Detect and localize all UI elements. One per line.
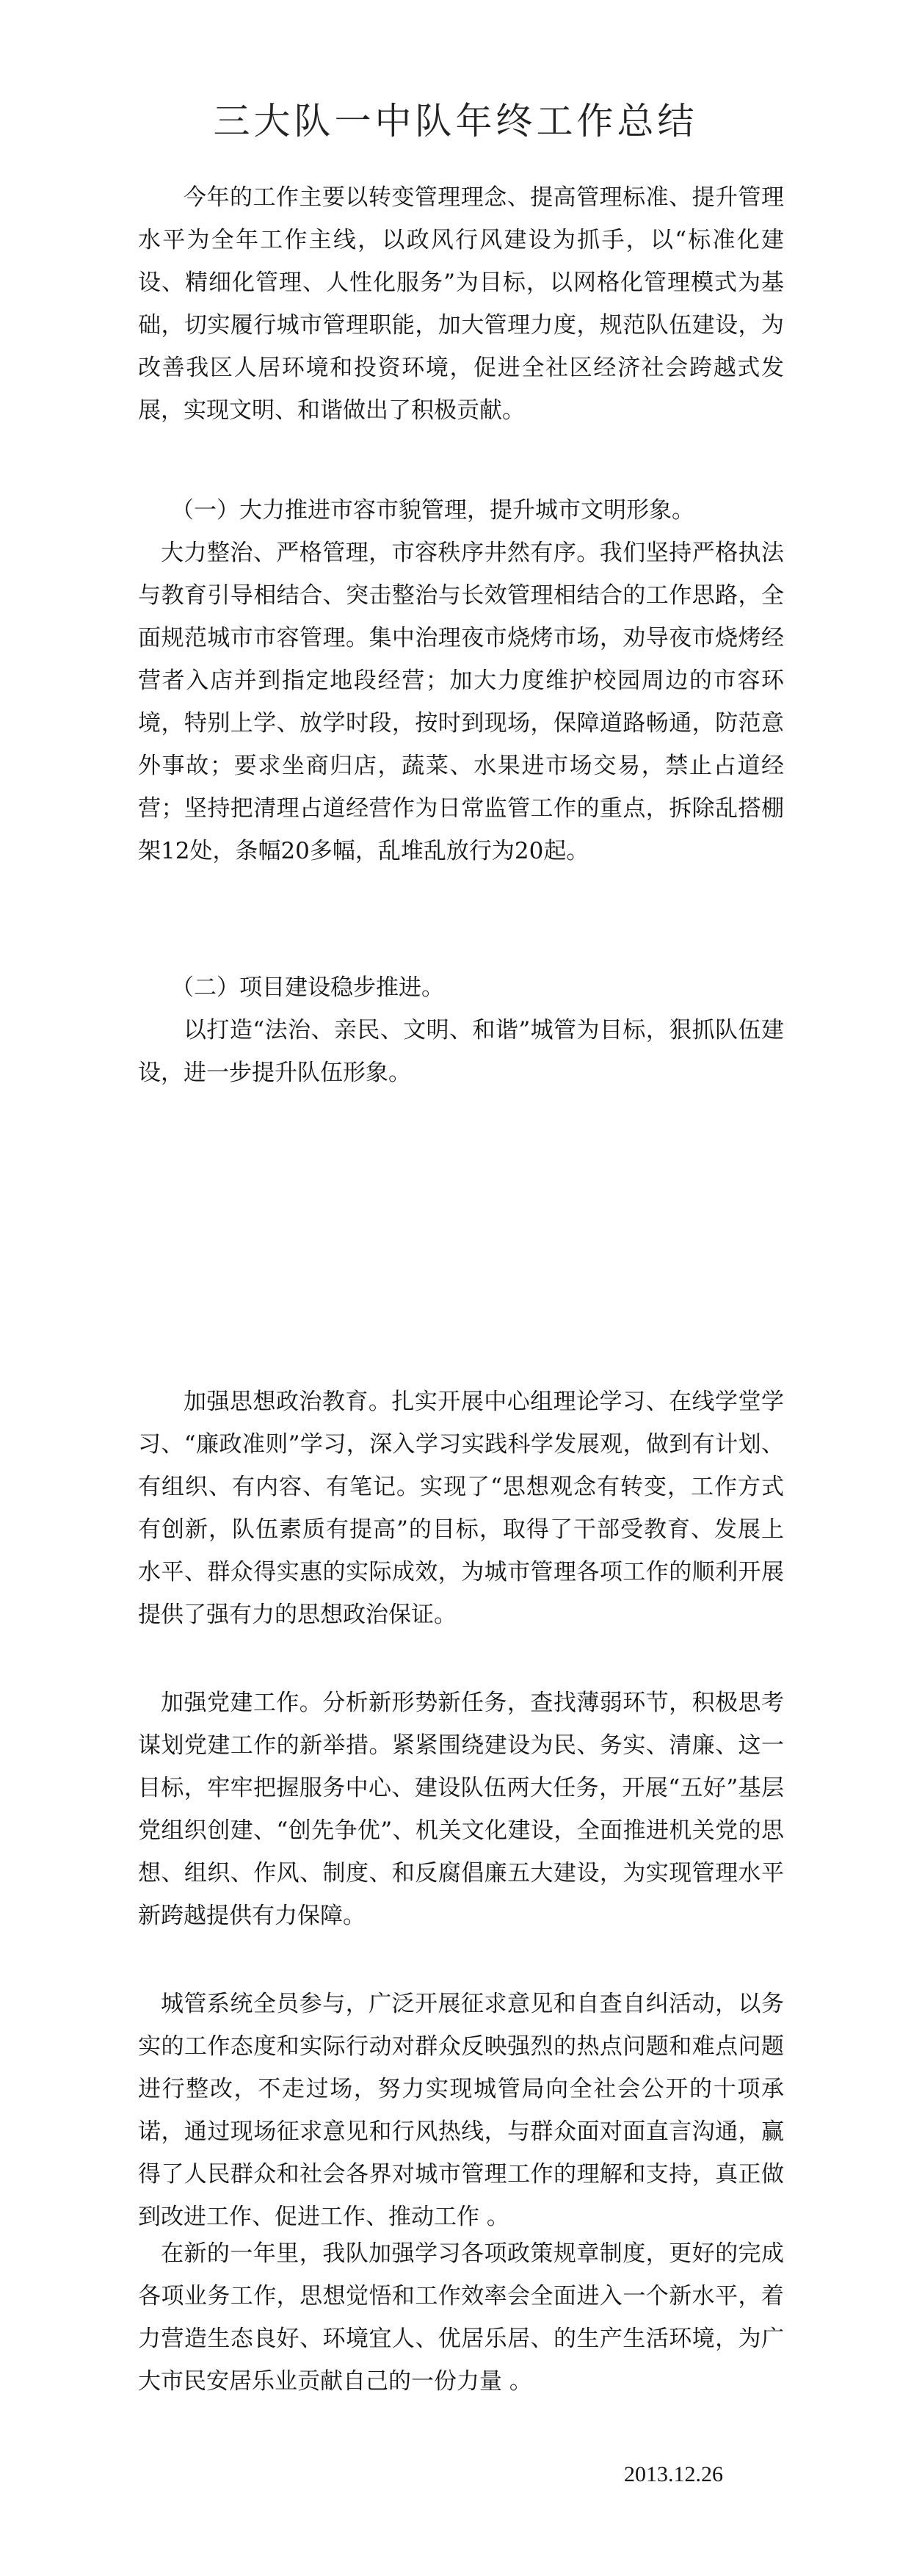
intro-paragraph: 今年的工作主要以转变管理理念、提高管理标准、提升管理水平为全年工作主线，以政风行风建设为抓手，以“标准化建设、精细化管理、人性化服务”为目标，以网格化管理模式为基础，切实履行城市管理职能，加大管理力度，规范队伍建设，为改善我区人居环境和投资环境，促进全社区经济社会跨越式发展，实现文明、和谐做出了积极贡献。 — [138, 184, 784, 424]
document-date: 2013.12.26 — [624, 2462, 723, 2486]
education-paragraph: 加强思想政治教育。扎实开展中心组理论学习、在线学堂学习、“廉政准则”学习，深入学习实践科学发展观，做到有计划、有组织、有内容、有笔记。实现了“思想观念有转变，工作方式有创新，队伍素质有提高”的目标，取得了干部受教育、发展上水平、群众得实惠的实际成效，为城市管理各项工作的顺利开展提供了强有力的思想政治保证。 — [138, 1389, 784, 1628]
party-building-paragraph: 加强党建工作。分析新形势新任务，查找薄弱环节，积极思考谋划党建工作的新举措。紧紧围绕建设为民、务实、清廉、这一目标，牢牢把握服务中心、建设队伍两大任务，开展“五好”基层党组织创建、“创先争优”、机关文化建设，全面推进机关党的思想、组织、作风、制度、和反腐倡廉五大建设，为实现管理水平新跨越提供有力保障。 — [138, 1690, 784, 1929]
section2-heading: （二）项目建设稳步推进。 — [171, 974, 444, 1001]
document-title: 三大队一中队年终工作总结 — [213, 100, 698, 142]
section1-heading: （一）大力推进市容市貌管理，提升城市文明形象。 — [171, 497, 694, 524]
new-year-paragraph: 在新的一年里，我队加强学习各项政策规章制度，更好的完成各项业务工作，思想觉悟和工作效率会全面进入一个新水平，着力营造生态良好、环境宜人、优居乐居、的生产生活环境，为广大市民安居乐业贡献自己的一份力量 。 — [138, 2240, 784, 2395]
feedback-paragraph: 城管系统全员参与，广泛开展征求意见和自查自纠活动，以务实的工作态度和实际行动对群众反映强烈的热点问题和难点问题进行整改，不走过场，努力实现城管局向全社会公开的十项承诺，通过现场征求意见和行风热线，与群众面对面直言沟通，赢得了人民群众和社会各界对城市管理工作的理解和支持，真正做到改进工作、促进工作、推动工作 。 — [138, 1991, 784, 2230]
section1-body: 大力整治、严格管理，市容秩序井然有序。我们坚持严格执法与教育引导相结合、突击整治与长效管理相结合的工作思路，全面规范城市市容管理。集中治理夜市烧烤市场，劝导夜市烧烤经营者入店并到指定地段经营；加大力度维护校园周边的市容环境，特别上学、放学时段，按时到现场，保障道路畅通，防范意外事故；要求坐商归店，蔬菜、水果进市场交易，禁止占道经营；坚持把清理占道经营作为日常监管工作的重点，拆除乱搭棚架12处，条幅20多幅，乱堆乱放行为20起。 — [138, 540, 784, 864]
section2-body: 以打造“法治、亲民、文明、和谐”城管为目标，狠抓队伍建设，进一步提升队伍形象。 — [138, 1017, 784, 1086]
